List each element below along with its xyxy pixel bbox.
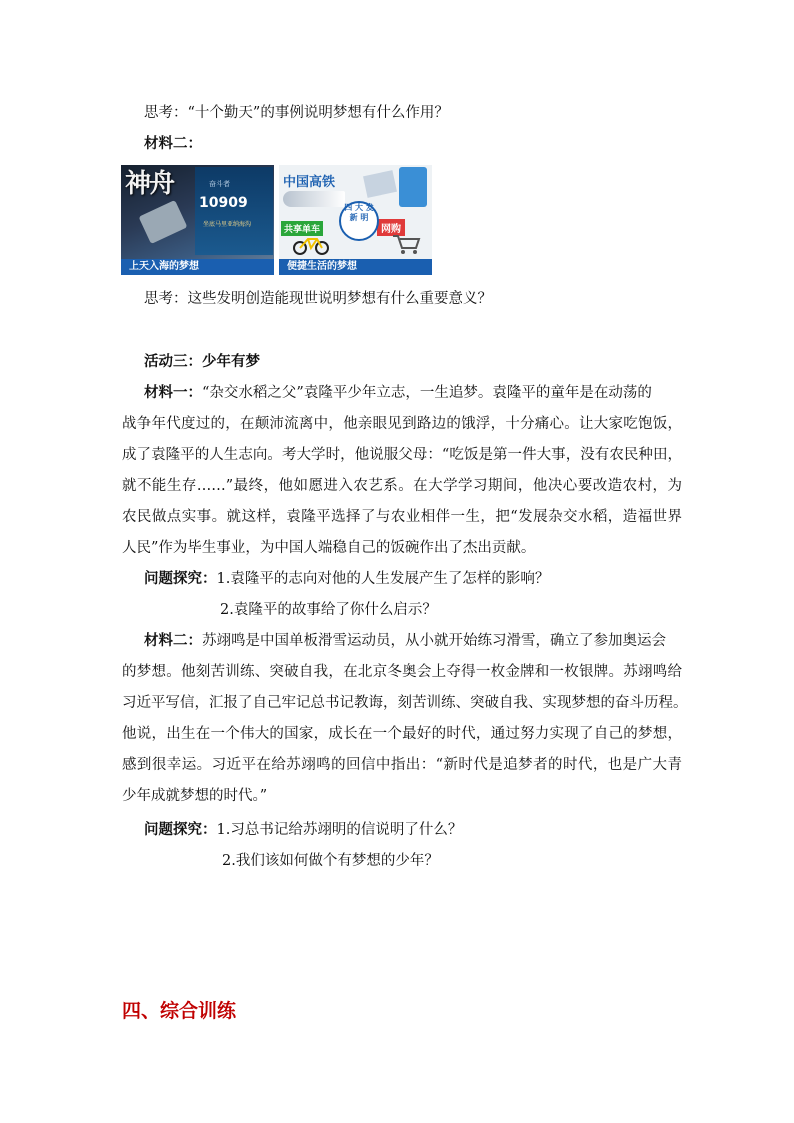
inquiry-1-question-1 <box>144 569 549 589</box>
four-inventions-badge <box>339 201 379 241</box>
inquiry-2-label: 问题探究： <box>144 821 217 838</box>
paragraph-line: 成了袁隆平的人生志向。考大学时，他说服父母：“吃饭是第一件大事，没有农民种田， <box>122 447 682 463</box>
poster-subtitle: 坐底马里亚纳海沟 <box>203 221 252 228</box>
material-2-label: 材料二： <box>144 135 202 152</box>
shop-label: 网购 <box>377 219 405 236</box>
section-4-heading: 四、综合训练 <box>122 1000 237 1022</box>
poster-tag: 奋斗者 <box>209 180 230 188</box>
spacecraft-icon <box>139 200 188 244</box>
badge-char: 发 <box>365 203 374 212</box>
bicycle-icon <box>293 235 329 255</box>
image-caption-left: 上天入海的梦想 <box>121 259 274 275</box>
material-1-first-line <box>144 383 652 403</box>
inquiry-1-question-2: 2.袁隆平的故事给了你什么启示？ <box>220 602 437 618</box>
badge-char: 新 <box>349 213 358 222</box>
paragraph-line: 农民做点实事。就这样，袁隆平选择了与农业相伴一生，把“发展杂交水稻，造福世界 <box>122 509 682 525</box>
paragraph-line: 人民”作为毕生事业，为中国人端稳自己的饭碗作出了杰出贡献。 <box>122 540 536 556</box>
gaotie-label: 中国高铁 <box>283 175 336 190</box>
paragraph-line: 他说，出生在一个伟大的国家，成长在一个最好的时代，通过努力实现了自己的梦想， <box>122 726 682 742</box>
paragraph-line: 苏翊鸣是中国单板滑雪运动员，从小就开始练习滑雪，确立了参加奥运会 <box>202 633 666 649</box>
material-2-first-line <box>144 631 666 651</box>
material-2-text-label: 材料二： <box>144 632 202 649</box>
question-text: 1.习总书记给苏翊明的信说明了什么？ <box>216 822 463 838</box>
ticket-icon <box>363 170 397 198</box>
paragraph-line: 习近平写信，汇报了自己牢记总书记教诲，刻苦训练、突破自我、实现梦想的奋斗历程。 <box>122 695 688 711</box>
shenzhou-title: 神舟 <box>125 169 174 199</box>
paragraph-line: 的梦想。他刻苦训练、突破自我，在北京冬奥会上夺得一枚金牌和一枚银牌。苏翊鸣给 <box>122 664 682 680</box>
inquiry-1-label: 问题探究： <box>144 570 217 587</box>
question-text: 1.袁隆平的志向对他的人生发展产生了怎样的影响？ <box>216 571 550 587</box>
paragraph-line: 感到很幸运。习近平在给苏翊鸣的回信中指出：“新时代是追梦者的时代，也是广大青 <box>122 757 682 773</box>
paragraph-line: 少年成就梦想的时代。” <box>122 788 268 804</box>
shopping-cart-icon <box>391 233 421 255</box>
paragraph-line: 就不能生存……”最终，他如愿进入农艺系。在大学学习期间，他决心要改造农村，为 <box>122 478 682 494</box>
paragraph-line: “杂交水稻之父”袁隆平少年立志，一生追梦。袁隆平的童年是在动荡的 <box>202 385 652 401</box>
train-icon <box>283 191 345 207</box>
image-caption-right: 便捷生活的梦想 <box>279 259 432 275</box>
badge-char: 大 <box>355 203 363 212</box>
think-question-1: 思考：“十个勤天”的事例说明梦想有什么作用？ <box>144 105 449 121</box>
activity-3-title: 活动三：少年有梦 <box>144 353 260 370</box>
phone-icon <box>399 167 427 207</box>
inquiry-2-question-2: 2.我们该如何做个有梦想的少年？ <box>222 853 439 869</box>
inquiry-2-question-1 <box>144 820 462 840</box>
poster-number: 10909 <box>199 195 248 211</box>
badge-char: 明 <box>360 213 369 222</box>
badge-char: 四 <box>344 203 353 212</box>
material-1-label: 材料一： <box>144 384 202 401</box>
deep-sea-poster <box>195 167 273 255</box>
think-question-2: 思考：这些发明创造能现世说明梦想有什么重要意义？ <box>144 291 492 307</box>
paragraph-line: 战争年代度过的，在颠沛流离中，他亲眼见到路边的饿浮，十分痛心。让大家吃饱饭， <box>122 416 682 432</box>
image-convenient-life-dream <box>279 165 432 275</box>
bike-label: 共享单车 <box>281 221 323 236</box>
image-sea-sky-dream <box>121 165 274 275</box>
